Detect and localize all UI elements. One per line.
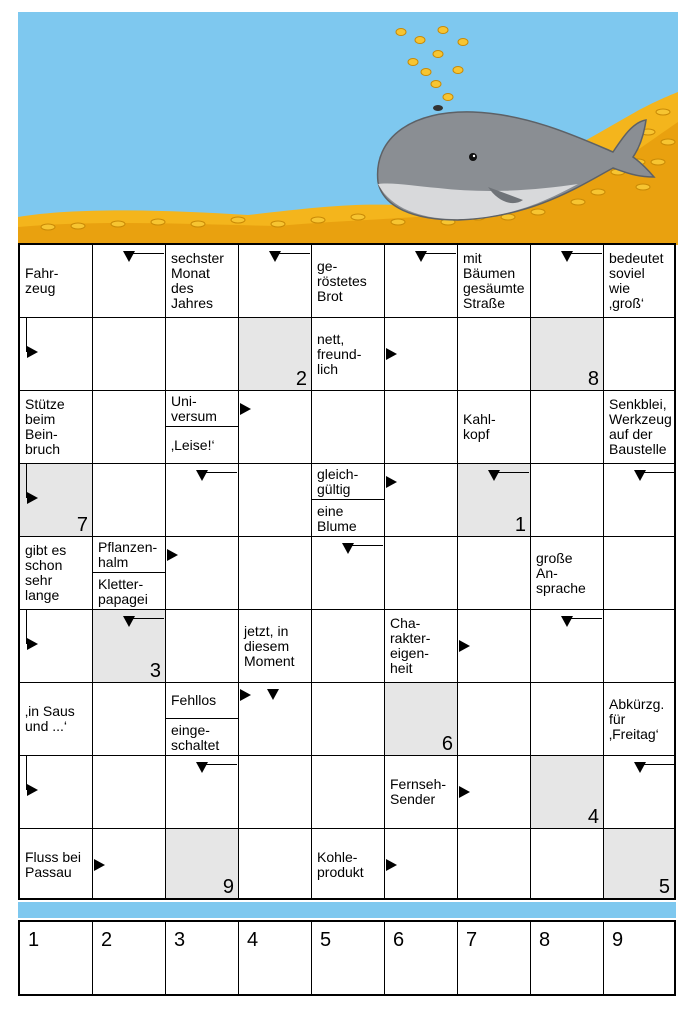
clue-cell: [531, 537, 604, 610]
solution-cell[interactable]: [604, 922, 674, 994]
answer-cell[interactable]: [166, 318, 239, 391]
answer-cell[interactable]: [20, 610, 93, 683]
gold-coin: [231, 217, 245, 223]
arrow-right-icon: [240, 403, 251, 415]
answer-cell[interactable]: [385, 245, 458, 318]
arrow-right-icon: [386, 476, 397, 488]
whale-illustration: [18, 12, 678, 245]
solution-cell-number: 5: [320, 929, 332, 951]
answer-cell[interactable]: [93, 683, 166, 756]
solution-cell-number: 9: [612, 929, 624, 951]
solution-number: 2: [295, 368, 307, 390]
answer-cell[interactable]: [458, 756, 531, 829]
answer-cell[interactable]: [20, 756, 93, 829]
arrow-right-icon: [167, 549, 178, 561]
answer-cell[interactable]: [166, 610, 239, 683]
arrow-right-icon: [386, 348, 397, 360]
solution-cell-number: 1: [28, 929, 40, 951]
answer-cell[interactable]: [458, 829, 531, 898]
solution-number: 1: [514, 514, 526, 536]
clue-text: Stütze beim Bein- bruch: [25, 396, 65, 457]
clue-text: Senkblei, Werkzeug auf der Baustelle: [609, 396, 672, 457]
gold-coin: [438, 27, 448, 34]
gold-coin: [71, 223, 85, 229]
clue-text: mit Bäumen gesäumte Straße: [463, 250, 525, 311]
answer-cell[interactable]: [385, 391, 458, 464]
solution-cell[interactable]: [312, 922, 385, 994]
answer-cell[interactable]: [93, 610, 166, 683]
solution-cell[interactable]: [166, 922, 239, 994]
solution-number: 3: [149, 660, 161, 682]
clue-text: Fehllos: [166, 683, 238, 719]
clue-cell: [312, 245, 385, 318]
arrow-right-icon: [459, 786, 470, 798]
solution-number: 6: [441, 733, 453, 755]
clue-text: sechster Monat des Jahres: [171, 250, 224, 311]
answer-cell[interactable]: [531, 610, 604, 683]
answer-cell[interactable]: [604, 464, 674, 537]
clue-cell: [20, 683, 93, 756]
clue-text: gibt es schon sehr lange: [25, 542, 67, 603]
answer-cell[interactable]: [93, 245, 166, 318]
gold-coin: [443, 94, 453, 101]
clue-cell: [312, 318, 385, 391]
arrow-line: [203, 764, 237, 765]
clue-cell: [385, 756, 458, 829]
clue-cell: [20, 245, 93, 318]
solution-number: 7: [76, 514, 88, 536]
gold-coin: [656, 109, 670, 115]
clue-text: Fahr- zeug: [25, 265, 59, 296]
answer-cell[interactable]: [531, 245, 604, 318]
arrow-line: [568, 253, 602, 254]
clue-text: ‚in Saus und ...‘: [25, 703, 75, 734]
answer-cell[interactable]: [385, 537, 458, 610]
answer-cell[interactable]: [531, 829, 604, 898]
answer-cell[interactable]: [604, 610, 674, 683]
arrow-line: [130, 618, 164, 619]
answer-cell[interactable]: [312, 391, 385, 464]
gold-coin: [636, 184, 650, 190]
clue-cell: [20, 537, 93, 610]
clue-cell: [20, 829, 93, 898]
clue-text: Pflanzen- halm: [93, 537, 165, 573]
answer-cell[interactable]: [458, 318, 531, 391]
solution-number: 4: [587, 806, 599, 828]
answer-cell[interactable]: [93, 391, 166, 464]
answer-cell[interactable]: [604, 318, 674, 391]
solution-cell[interactable]: [239, 922, 312, 994]
solution-cell[interactable]: [385, 922, 458, 994]
gold-coin: [396, 29, 406, 36]
arrow-down-icon: [267, 689, 279, 700]
clue-cell: [604, 391, 674, 464]
clue-text: bedeutet soviel wie ‚groß‘: [609, 250, 664, 311]
answer-cell[interactable]: [166, 537, 239, 610]
arrow-right-icon: [27, 346, 38, 358]
answer-cell[interactable]: [604, 756, 674, 829]
clue-cell: [604, 245, 674, 318]
clue-text: einge- schaltet: [171, 721, 220, 753]
answer-cell[interactable]: [239, 464, 312, 537]
clue-text: Cha- rakter- eigen- heit: [390, 615, 431, 676]
answer-cell[interactable]: [458, 683, 531, 756]
solution-cell[interactable]: [531, 922, 604, 994]
solution-cell-number: 7: [466, 929, 478, 951]
answer-cell[interactable]: [93, 756, 166, 829]
answer-cell[interactable]: [239, 391, 312, 464]
solution-cell-number: 6: [393, 929, 405, 951]
gold-coin: [151, 219, 165, 225]
answer-cell[interactable]: [531, 683, 604, 756]
clue-cell: [312, 464, 385, 537]
gold-coin: [111, 221, 125, 227]
arrow-line: [276, 253, 310, 254]
answer-cell[interactable]: [312, 537, 385, 610]
answer-cell[interactable]: [239, 756, 312, 829]
answer-cell[interactable]: [385, 318, 458, 391]
clue-cell: [385, 610, 458, 683]
arrow-line: [422, 253, 456, 254]
solution-number: 9: [222, 876, 234, 898]
answer-cell[interactable]: [239, 537, 312, 610]
answer-cell[interactable]: [166, 829, 239, 898]
clue-text: Uni- versum: [166, 391, 238, 427]
answer-cell[interactable]: [93, 829, 166, 898]
clue-cell: [166, 245, 239, 318]
clue-text: Abkürzg. für ‚Freitag‘: [609, 695, 665, 742]
answer-cell[interactable]: [239, 829, 312, 898]
clue-text: Fernseh- Sender: [390, 776, 447, 807]
answer-cell[interactable]: [312, 610, 385, 683]
gold-coin: [571, 199, 585, 205]
clue-cell: [312, 829, 385, 898]
arrow-line: [641, 472, 675, 473]
answer-cell[interactable]: [458, 610, 531, 683]
gold-coin: [351, 214, 365, 220]
solution-number: 8: [587, 368, 599, 390]
gold-coin: [421, 69, 431, 76]
answer-cell[interactable]: [239, 318, 312, 391]
gold-coin: [191, 221, 205, 227]
clue-text: Kohle- produkt: [317, 849, 364, 880]
arrow-right-icon: [27, 784, 38, 796]
gold-coin: [311, 217, 325, 223]
solution-row: [18, 920, 676, 996]
arrow-line: [203, 472, 237, 473]
answer-cell[interactable]: [458, 464, 531, 537]
gold-coin: [458, 39, 468, 46]
solution-cell-number: 4: [247, 929, 259, 951]
arrow-line: [568, 618, 602, 619]
clue-cell: [239, 610, 312, 683]
arrow-line: [130, 253, 164, 254]
clue-text: große An- sprache: [536, 549, 586, 596]
gold-coin: [591, 189, 605, 195]
answer-cell[interactable]: [93, 318, 166, 391]
answer-cell[interactable]: [531, 391, 604, 464]
solution-cell[interactable]: [20, 922, 93, 994]
arrow-line: [349, 545, 383, 546]
answer-cell[interactable]: [312, 683, 385, 756]
gold-coin: [391, 219, 405, 225]
answer-cell[interactable]: [385, 683, 458, 756]
clue-text: nett, freund- lich: [317, 330, 362, 377]
arrow-line: [641, 764, 675, 765]
clue-text: gleich- gültig: [312, 464, 384, 500]
answer-cell[interactable]: [531, 318, 604, 391]
clue-text: Kahl- kopf: [463, 411, 496, 442]
clue-cell: [604, 683, 674, 756]
answer-cell[interactable]: [458, 537, 531, 610]
answer-cell[interactable]: [531, 464, 604, 537]
arrow-right-icon: [386, 859, 397, 871]
answer-cell[interactable]: [20, 464, 93, 537]
clue-cell: [20, 391, 93, 464]
gold-coin: [661, 139, 675, 145]
solution-cell-number: 8: [539, 929, 551, 951]
clue-text: Fluss bei Passau: [25, 849, 82, 880]
gold-coin: [408, 59, 418, 66]
solution-cell[interactable]: [458, 922, 531, 994]
solution-cell[interactable]: [93, 922, 166, 994]
gold-coin: [651, 159, 665, 165]
gold-coin: [431, 81, 441, 88]
clue-cell: [166, 391, 239, 464]
clue-cell: [458, 245, 531, 318]
answer-cell[interactable]: [312, 756, 385, 829]
answer-cell[interactable]: [239, 683, 312, 756]
separator-band: [18, 902, 676, 918]
clue-text: ge- röstetes Brot: [317, 257, 367, 304]
clue-text: jetzt, in diesem Moment: [244, 622, 295, 669]
answer-cell[interactable]: [604, 537, 674, 610]
gold-coin: [433, 51, 443, 58]
arrow-right-icon: [459, 640, 470, 652]
gold-coin: [41, 224, 55, 230]
answer-cell[interactable]: [166, 464, 239, 537]
solution-cell-number: 3: [174, 929, 186, 951]
answer-cell[interactable]: [531, 756, 604, 829]
gold-coin: [415, 37, 425, 44]
answer-cell[interactable]: [20, 318, 93, 391]
arrow-right-icon: [94, 859, 105, 871]
arrow-right-icon: [240, 689, 251, 701]
answer-cell[interactable]: [385, 829, 458, 898]
gold-coin: [531, 209, 545, 215]
solution-cell-number: 2: [101, 929, 113, 951]
gold-coin: [453, 67, 463, 74]
gold-coin: [271, 221, 285, 227]
arrow-line: [495, 472, 529, 473]
clue-cell: [458, 391, 531, 464]
answer-cell[interactable]: [166, 756, 239, 829]
clue-cell: [166, 683, 239, 756]
clue-text: eine Blume: [317, 502, 357, 534]
crossword-grid: [18, 243, 676, 900]
arrow-right-icon: [27, 638, 38, 650]
answer-cell[interactable]: [385, 464, 458, 537]
answer-cell[interactable]: [604, 829, 674, 898]
clue-text: Kletter- papagei: [98, 575, 148, 607]
answer-cell[interactable]: [239, 245, 312, 318]
clue-text: ‚Leise!‘: [171, 437, 215, 453]
answer-cell[interactable]: [93, 464, 166, 537]
arrow-right-icon: [27, 492, 38, 504]
clue-cell: [93, 537, 166, 610]
solution-number: 5: [658, 876, 670, 898]
